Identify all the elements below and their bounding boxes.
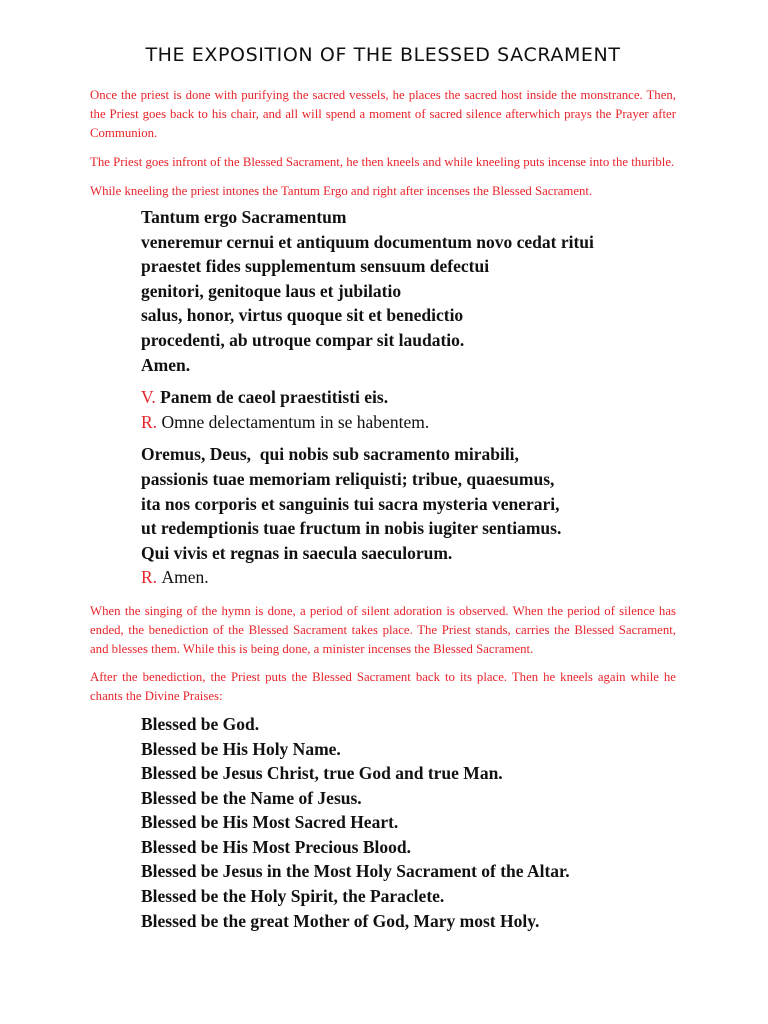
prayer-response-line (141, 565, 676, 590)
rubric-benediction: When the singing of the hymn is done, a period of silent adoration is observed. When the period of silence has ended, the benediction of the Blessed Sacrament takes place. The Priest stands, carries the Blessed Sacrament, and blesses them. While this is being done, a minister incenses the Blessed Sacrament. (90, 603, 676, 656)
rubric-divine-praises: After the benediction, the Priest puts the Blessed Sacrament back to its place. Then he kneels again while he chants the Divine Praises: (90, 669, 676, 703)
rubric-tantum-ergo: While kneeling the priest intones the Tantum Ergo and right after incenses the Blessed Sacrament. (90, 184, 593, 198)
hymn-line: Tantum ergo Sacramentum (141, 207, 347, 227)
prayer-line: passionis tuae memoriam reliquisti; tribue, quaesumus, (141, 468, 555, 489)
praise-line: Blessed be the Name of Jesus. (141, 787, 362, 808)
hymn-line: Amen. (141, 354, 191, 375)
praise-line: Blessed be His Holy Name. (141, 738, 341, 759)
praise-line: Blessed be His Most Sacred Heart. (141, 812, 399, 833)
oremus-prayer (90, 442, 676, 590)
tantum-ergo-hymn (90, 205, 676, 377)
praise-line: Blessed be the Holy Spirit, the Paraclete. (141, 886, 445, 907)
praise-line: Blessed be God. (141, 713, 260, 734)
response-mark: R. (141, 411, 158, 432)
versicle-response (90, 385, 676, 434)
prayer-line: ut redemptionis tuae fructum in nobis iugiter sentiamus. (141, 518, 562, 539)
prayer-line: Qui vivis et regnas in saecula saeculorum. (141, 542, 453, 563)
hymn-line: procedenti, ab utroque compar sit laudatio. (141, 329, 465, 350)
praise-line: Blessed be Jesus in the Most Holy Sacrament of the Altar. (141, 861, 570, 882)
versicle-mark: V. (141, 387, 156, 408)
response-line (141, 410, 676, 435)
prayer-line: ita nos corporis et sanguinis tui sacra mysteria venerari, (141, 493, 560, 514)
response-text: Omne delectamentum in se habentem. (161, 411, 430, 432)
praise-line: Blessed be His Most Precious Blood. (141, 836, 411, 857)
hymn-line: praestet fides supplementum sensuum defectui (141, 256, 490, 277)
prayer-line: Oremus, Deus, qui nobis sub sacramento mirabili, (141, 444, 519, 465)
versicle-line (141, 385, 676, 410)
rubric-purifying-vessels: Once the priest is done with purifying the sacred vessels, he places the sacred host inside the monstrance. Then, the Priest goes back to his chair, and all will spend a moment of sacred silence afterwhich prays the Prayer after Communion. (90, 88, 676, 140)
prayer-response-mark: R. (141, 567, 158, 588)
divine-praises (90, 712, 676, 933)
praise-line: Blessed be Jesus Christ, true God and true Man. (141, 763, 503, 784)
praise-line: Blessed be the great Mother of God, Mary most Holy. (141, 910, 540, 931)
rubric-incense: The Priest goes infront of the Blessed Sacrament, he then kneels and while kneeling puts incense into the thurible. (90, 155, 675, 169)
hymn-line: genitori, genitoque laus et jubilatio (141, 280, 402, 301)
hymn-line: salus, honor, virtus quoque sit et benedictio (141, 305, 464, 326)
versicle-text: Panem de caeol praestitisti eis. (160, 387, 389, 408)
hymn-line: veneremur cernui et antiquum documentum novo cedat ritui (141, 231, 594, 252)
prayer-response-text: Amen. (161, 567, 209, 588)
page-title: THE EXPOSITION OF THE BLESSED SACRAMENT (145, 44, 621, 66)
